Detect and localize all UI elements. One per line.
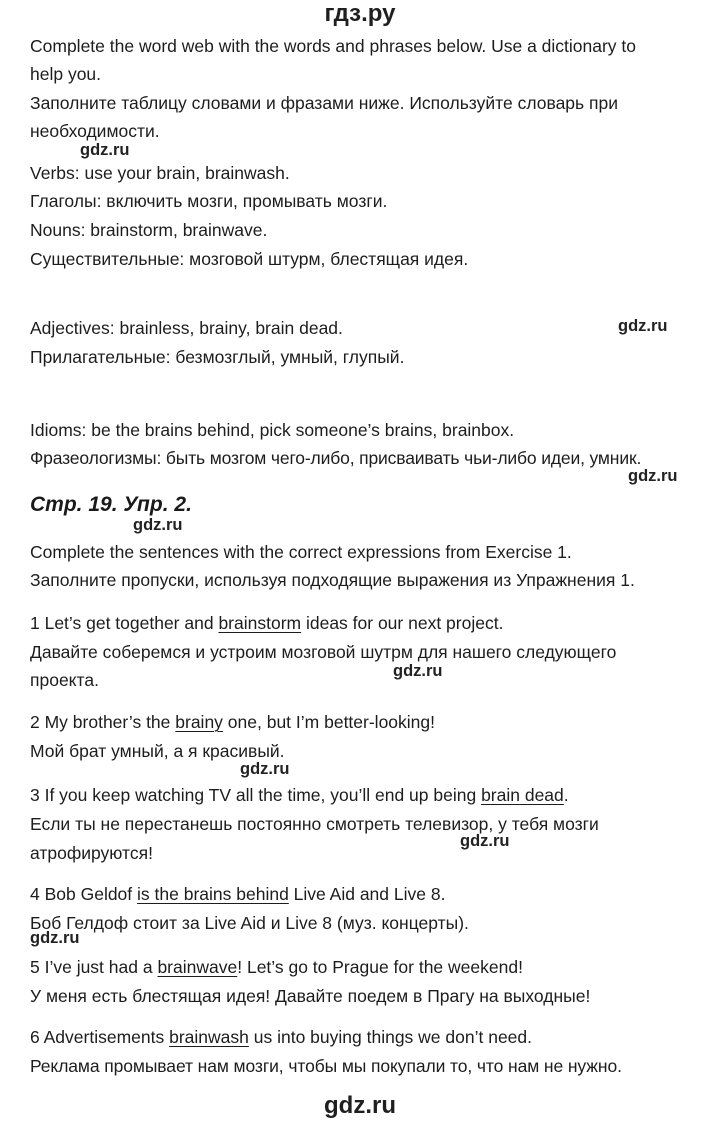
sentence-2-ru-line-1: Мой брат умный, а я красивый.	[30, 741, 285, 761]
answer-brainstorm: brainstorm	[218, 613, 302, 633]
sentence-2-post: one, but I’m better-looking!	[222, 712, 435, 732]
sentence-1-pre: 1 Let’s get together and	[30, 613, 219, 633]
sentence-3-ru-line-1: Если ты не перестанешь постоянно смотреть телевизор, у тебя мозги	[30, 814, 599, 834]
idioms-en: Idioms: be the brains behind, pick someone’s brains, brainbox.	[30, 420, 515, 440]
sentence-5-en	[30, 956, 523, 978]
watermark: gdz.ru	[393, 662, 443, 680]
answer-brainwave: brainwave	[157, 957, 238, 977]
answer-brainy: brainy	[175, 712, 223, 732]
watermark: gdz.ru	[80, 141, 130, 159]
sentence-2-pre: 2 My brother’s the	[30, 712, 176, 732]
sentence-6-pre: 6 Advertisements	[30, 1027, 170, 1047]
exercise-2-heading: Стр. 19. Упр. 2.	[30, 493, 192, 516]
watermark: gdz.ru	[30, 929, 80, 947]
sentence-5-ru-line-1: У меня есть блестящая идея! Давайте поедем в Прагу на выходные!	[30, 986, 591, 1006]
ex2-instruction-en: Complete the sentences with the correct expressions from Exercise 1.	[30, 542, 572, 562]
answer-brain-dead: brain dead	[481, 785, 564, 805]
sentence-3-ru-line-2: атрофируются!	[30, 843, 153, 863]
sentence-3-en	[30, 784, 569, 806]
sentence-4-post: Live Aid and Live 8.	[288, 884, 446, 904]
sentence-3-pre: 3 If you keep watching TV all the time, you’ll end up being	[30, 785, 482, 805]
sentence-4-ru-line-1: Боб Гелдоф стоит за Live Aid и Live 8 (муз. концерты).	[30, 913, 469, 933]
site-footer: gdz.ru	[324, 1092, 396, 1119]
sentence-2-en	[30, 711, 435, 733]
answer-is-the-brains-behind: is the brains behind	[137, 884, 289, 904]
sentence-5-pre: 5 I’ve just had a	[30, 957, 158, 977]
idioms-ru: Фразеологизмы: быть мозгом чего-либо, присваивать чьи-либо идеи, умник.	[30, 448, 642, 468]
ex1-instruction-en-line-1: Complete the word web with the words and phrases below. Use a dictionary to	[30, 36, 637, 56]
ex2-instruction-ru: Заполните пропуски, используя подходящие выражения из Упражнения 1.	[30, 570, 635, 590]
ex1-instruction-en-line-2: help you.	[30, 64, 102, 84]
verbs-ru: Глаголы: включить мозги, промывать мозги.	[30, 191, 388, 211]
ex1-instruction-ru-line-2: необходимости.	[30, 121, 160, 141]
adjectives-ru: Прилагательные: безмозглый, умный, глупый.	[30, 347, 405, 367]
watermark: gdz.ru	[133, 516, 183, 534]
watermark: gdz.ru	[460, 832, 510, 850]
watermark: gdz.ru	[618, 317, 668, 335]
sentence-1-ru-line-2: проекта.	[30, 670, 99, 690]
answer-brainwash: brainwash	[169, 1027, 249, 1047]
sentence-4-pre: 4 Bob Geldof	[30, 884, 138, 904]
ex1-instruction-ru-line-1: Заполните таблицу словами и фразами ниже. Используйте словарь при	[30, 93, 618, 113]
sentence-1-ru-line-1: Давайте соберемся и устроим мозговой шутрм для нашего следующего	[30, 642, 617, 662]
sentence-5-post: ! Let’s go to Prague for the weekend!	[237, 957, 523, 977]
nouns-ru: Существительные: мозговой штурм, блестящая идея.	[30, 249, 469, 269]
sentence-6-en	[30, 1026, 532, 1048]
sentence-6-post: us into buying things we don’t need.	[248, 1027, 533, 1047]
sentence-1-en	[30, 612, 503, 634]
sentence-3-post: .	[563, 785, 569, 805]
sentence-1-post: ideas for our next project.	[301, 613, 504, 633]
adjectives-en: Adjectives: brainless, brainy, brain dead.	[30, 318, 343, 338]
sentence-4-en	[30, 883, 445, 905]
sentence-6-ru-line-1: Реклама промывает нам мозги, чтобы мы покупали то, что нам не нужно.	[30, 1056, 622, 1076]
watermark: gdz.ru	[628, 467, 678, 485]
watermark: gdz.ru	[240, 760, 290, 778]
nouns-en: Nouns: brainstorm, brainwave.	[30, 220, 268, 240]
site-title: гдз.ру	[324, 0, 396, 27]
verbs-en: Verbs: use your brain, brainwash.	[30, 163, 290, 183]
